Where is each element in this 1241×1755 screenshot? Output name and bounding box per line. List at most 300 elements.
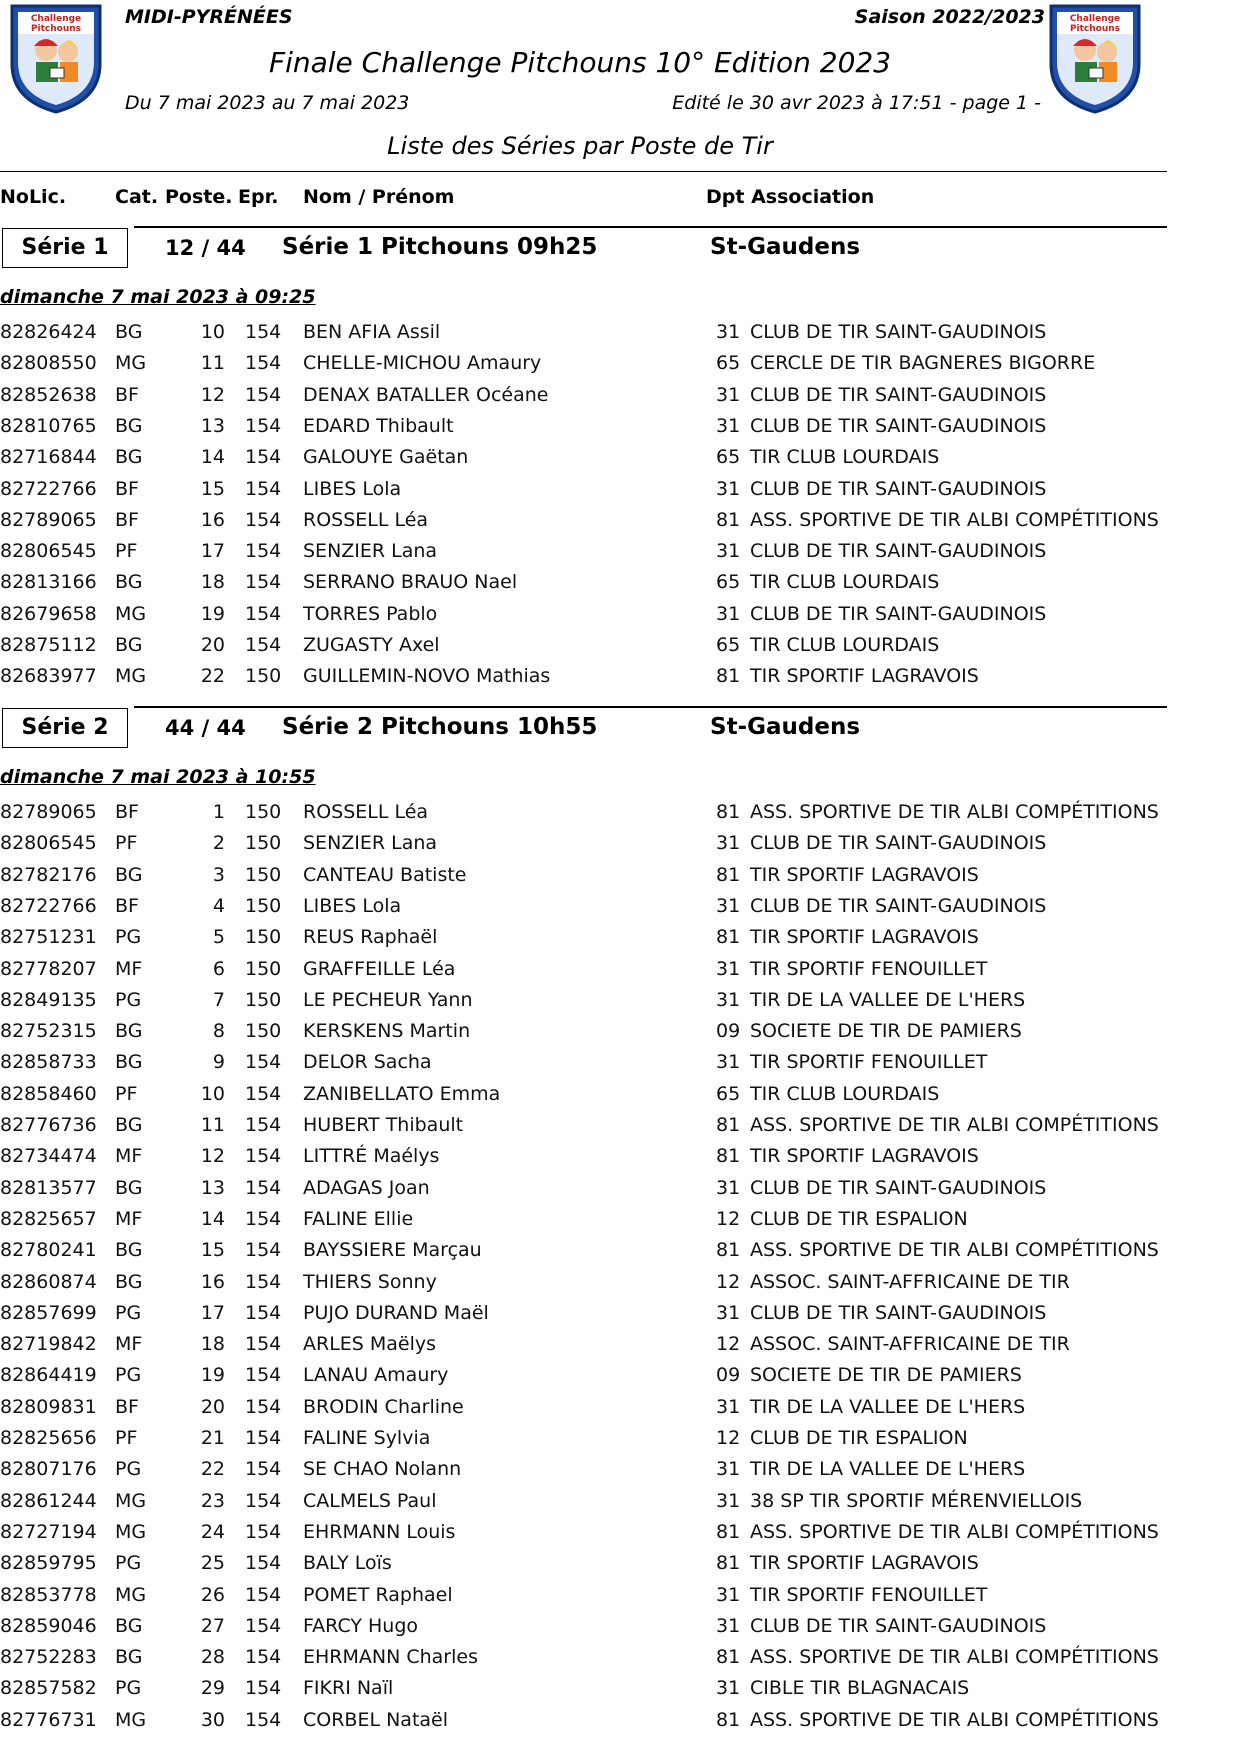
epreuve: 154 — [245, 383, 282, 406]
table-row — [0, 1143, 1167, 1173]
licence-number: 82813577 — [0, 1176, 97, 1199]
shooter-name: BALY Loïs — [303, 1552, 392, 1575]
poste: 10 — [200, 1082, 225, 1105]
epreuve: 154 — [245, 321, 282, 343]
col-header-name: Nom / Prénom — [303, 186, 455, 208]
category: BG — [115, 446, 143, 469]
departement: 65 — [716, 571, 741, 594]
epreuve: 154 — [245, 1082, 282, 1105]
svg-text:Pitchouns: Pitchouns — [1069, 24, 1121, 34]
table-row — [0, 663, 1167, 693]
shooter-name: KERSKENS Martin — [303, 1020, 471, 1043]
licence-number: 82860874 — [0, 1270, 97, 1293]
poste: 22 — [200, 1458, 225, 1481]
category: PG — [115, 1364, 142, 1387]
serie-club: St-Gaudens — [710, 234, 861, 260]
serie-count-value: 12 — [165, 236, 195, 260]
departement: 31 — [716, 1301, 741, 1324]
table-row — [0, 1018, 1167, 1048]
departement: 31 — [716, 1458, 741, 1481]
association: CLUB DE TIR SAINT-GAUDINOIS — [750, 383, 1047, 406]
licence-number: 82719842 — [0, 1333, 97, 1356]
shooter-name: FARCY Hugo — [303, 1614, 419, 1637]
association: CLUB DE TIR SAINT-GAUDINOIS — [750, 540, 1047, 563]
serie-count-value: 44 — [165, 716, 195, 740]
poste: 7 — [212, 988, 225, 1011]
shooter-name: ROSSELL Léa — [303, 801, 429, 823]
association: TIR SPORTIF LAGRAVOIS — [750, 926, 979, 949]
epreuve: 150 — [245, 894, 282, 917]
shooter-name: SENZIER Lana — [303, 832, 438, 855]
table-row — [0, 1675, 1167, 1705]
category: BG — [115, 1614, 143, 1637]
epreuve: 150 — [245, 988, 282, 1011]
table-row — [0, 799, 1167, 829]
table-row — [0, 350, 1167, 380]
departement: 81 — [716, 1145, 741, 1168]
category: MG — [115, 1489, 147, 1512]
poste: 23 — [200, 1489, 225, 1512]
table-row — [0, 319, 1167, 349]
licence-number: 82857582 — [0, 1677, 97, 1700]
departement: 65 — [716, 634, 741, 656]
document-title: Finale Challenge Pitchouns 10° Edition 2023 — [268, 46, 892, 79]
table-row — [0, 1300, 1167, 1330]
table-row — [0, 1550, 1167, 1580]
licence-number: 82776736 — [0, 1114, 97, 1136]
epreuve: 154 — [245, 1614, 282, 1637]
epreuve: 150 — [245, 957, 282, 980]
departement: 81 — [716, 1520, 741, 1543]
shooter-name: LITTRÉ Maélys — [303, 1145, 440, 1168]
category: MG — [115, 352, 147, 375]
shooter-name: ZUGASTY Axel — [303, 634, 440, 656]
category: MG — [115, 602, 147, 625]
departement: 81 — [716, 863, 741, 886]
poste: 20 — [200, 1395, 225, 1418]
epreuve: 150 — [245, 863, 282, 886]
category: BF — [115, 477, 139, 500]
association: ASS. SPORTIVE DE TIR ALBI COMPÉTITIONS — [750, 1708, 1159, 1731]
shooter-name: FALINE Ellie — [303, 1207, 414, 1230]
col-header-category: Cat. — [115, 186, 159, 208]
association: 38 SP TIR SPORTIF MÉRENVIELLOIS — [750, 1489, 1083, 1512]
licence-number: 82826424 — [0, 321, 97, 343]
epreuve: 150 — [245, 665, 282, 688]
departement: 12 — [716, 1207, 741, 1230]
epreuve: 154 — [245, 1364, 282, 1387]
departement: 31 — [716, 321, 741, 343]
epreuve: 154 — [245, 1270, 282, 1293]
shooter-name: DENAX BATALLER Océane — [303, 383, 549, 406]
licence-number: 82806545 — [0, 540, 97, 563]
association: TIR SPORTIF LAGRAVOIS — [750, 863, 979, 886]
poste: 17 — [200, 1301, 225, 1324]
poste: 3 — [212, 863, 225, 886]
shooter-name: REUS Raphaël — [303, 926, 438, 949]
association: ASSOC. SAINT-AFFRICAINE DE TIR — [750, 1270, 1070, 1293]
table-row — [0, 987, 1167, 1017]
departement: 12 — [716, 1333, 741, 1356]
serie-date: dimanche 7 mai 2023 à 10:55 — [0, 766, 316, 788]
association: TIR CLUB LOURDAIS — [750, 571, 940, 594]
epreuve: 154 — [245, 1395, 282, 1418]
table-row — [0, 382, 1167, 412]
category: MF — [115, 1333, 143, 1356]
association: ASS. SPORTIVE DE TIR ALBI COMPÉTITIONS — [750, 801, 1159, 823]
epreuve: 154 — [245, 1176, 282, 1199]
shooter-name: CANTEAU Batiste — [303, 863, 467, 886]
serie-name: Série 1 Pitchouns 09h25 — [282, 234, 598, 260]
epreuve: 154 — [245, 1333, 282, 1356]
shooter-name: BRODIN Charline — [303, 1395, 464, 1418]
poste: 30 — [200, 1708, 225, 1731]
table-row — [0, 413, 1167, 443]
date-range: Du 7 mai 2023 au 7 mai 2023 — [125, 92, 410, 114]
poste: 13 — [200, 414, 225, 437]
departement: 81 — [716, 1646, 741, 1669]
poste: 5 — [212, 926, 225, 949]
licence-number: 82734474 — [0, 1145, 97, 1168]
poste: 19 — [200, 602, 225, 625]
departement: 81 — [716, 801, 741, 823]
poste: 11 — [200, 1114, 225, 1136]
document-subtitle: Liste des Séries par Poste de Tir — [387, 132, 773, 160]
association: ASS. SPORTIVE DE TIR ALBI COMPÉTITIONS — [750, 508, 1159, 531]
epreuve: 154 — [245, 446, 282, 469]
association: TIR SPORTIF LAGRAVOIS — [750, 1145, 979, 1168]
epreuve: 154 — [245, 1520, 282, 1543]
poste: 16 — [200, 1270, 225, 1293]
serie-label: Série 2 — [2, 708, 128, 748]
licence-number: 82751231 — [0, 926, 97, 949]
table-row — [0, 1049, 1167, 1079]
shooter-name: EHRMANN Louis — [303, 1520, 456, 1543]
category: BG — [115, 1646, 143, 1669]
licence-number: 82859046 — [0, 1614, 97, 1637]
epreuve: 154 — [245, 1646, 282, 1669]
licence-number: 82813166 — [0, 571, 97, 594]
epreuve: 154 — [245, 1051, 282, 1074]
poste: 12 — [200, 1145, 225, 1168]
category: BG — [115, 1239, 143, 1262]
category: BG — [115, 321, 143, 343]
poste: 2 — [212, 832, 225, 855]
shooter-name: PUJO DURAND Maël — [303, 1301, 489, 1324]
category: BF — [115, 1395, 139, 1418]
licence-number: 82789065 — [0, 801, 97, 823]
poste: 6 — [212, 957, 225, 980]
category: MG — [115, 665, 147, 688]
table-row — [0, 1425, 1167, 1455]
epreuve: 150 — [245, 832, 282, 855]
category: MF — [115, 1145, 143, 1168]
association: TIR SPORTIF LAGRAVOIS — [750, 665, 979, 688]
table-row — [0, 1331, 1167, 1361]
departement: 31 — [716, 540, 741, 563]
poste: 19 — [200, 1364, 225, 1387]
category: BG — [115, 414, 143, 437]
table-row — [0, 1237, 1167, 1267]
association: TIR CLUB LOURDAIS — [750, 1082, 940, 1105]
category: PG — [115, 988, 142, 1011]
epreuve: 154 — [245, 1207, 282, 1230]
licence-number: 82858460 — [0, 1082, 97, 1105]
association: ASS. SPORTIVE DE TIR ALBI COMPÉTITIONS — [750, 1114, 1159, 1136]
association: TIR DE LA VALLEE DE L'HERS — [750, 1458, 1026, 1481]
season-label: Saison 2022/2023 — [854, 6, 1045, 28]
shooter-name: GALOUYE Gaëtan — [303, 446, 469, 469]
departement: 31 — [716, 1614, 741, 1637]
licence-number: 82679658 — [0, 602, 97, 625]
category: BG — [115, 1051, 143, 1074]
shooter-name: BEN AFIA Assil — [303, 321, 441, 343]
poste: 29 — [200, 1677, 225, 1700]
shooter-name: CALMELS Paul — [303, 1489, 437, 1512]
association: CERCLE DE TIR BAGNERES BIGORRE — [750, 352, 1096, 375]
table-row — [0, 1206, 1167, 1236]
shooter-name: HUBERT Thibault — [303, 1114, 464, 1136]
poste: 27 — [200, 1614, 225, 1637]
table-row — [0, 1394, 1167, 1424]
poste: 15 — [200, 477, 225, 500]
svg-text:Challenge: Challenge — [1069, 14, 1121, 24]
association: TIR CLUB LOURDAIS — [750, 446, 940, 469]
table-row — [0, 1613, 1167, 1643]
departement: 31 — [716, 832, 741, 855]
svg-text:Challenge: Challenge — [30, 14, 82, 24]
epreuve: 154 — [245, 634, 282, 656]
association: ASSOC. SAINT-AFFRICAINE DE TIR — [750, 1333, 1070, 1356]
licence-number: 82778207 — [0, 957, 97, 980]
table-row — [0, 538, 1167, 568]
departement: 65 — [716, 1082, 741, 1105]
association: CLUB DE TIR SAINT-GAUDINOIS — [750, 894, 1047, 917]
category: BG — [115, 1270, 143, 1293]
epreuve: 154 — [245, 414, 282, 437]
poste: 20 — [200, 634, 225, 656]
departement: 65 — [716, 446, 741, 469]
licence-number: 82825657 — [0, 1207, 97, 1230]
category: PF — [115, 832, 138, 855]
table-row — [0, 476, 1167, 506]
departement: 81 — [716, 665, 741, 688]
shooter-name: GRAFFEILLE Léa — [303, 957, 456, 980]
shooter-name: ARLES Maëlys — [303, 1333, 437, 1356]
shooter-name: ZANIBELLATO Emma — [303, 1082, 501, 1105]
category: PF — [115, 1427, 138, 1449]
association: CLUB DE TIR SAINT-GAUDINOIS — [750, 1176, 1047, 1199]
association: TIR CLUB LOURDAIS — [750, 634, 940, 656]
association: TIR SPORTIF FENOUILLET — [750, 1051, 988, 1074]
category: BF — [115, 508, 139, 531]
licence-number: 82825656 — [0, 1427, 97, 1449]
category: BF — [115, 894, 139, 917]
serie-count: 44 / 44 — [165, 716, 246, 740]
category: PG — [115, 1301, 142, 1324]
shooter-name: ADAGAS Joan — [303, 1176, 430, 1199]
poste: 1 — [212, 801, 225, 823]
poste: 10 — [200, 321, 225, 343]
association: ASS. SPORTIVE DE TIR ALBI COMPÉTITIONS — [750, 1520, 1159, 1543]
category: MG — [115, 1583, 147, 1606]
table-row — [0, 1362, 1167, 1392]
category: MF — [115, 957, 143, 980]
licence-number: 82875112 — [0, 634, 97, 656]
epreuve: 154 — [245, 1489, 282, 1512]
serie-count-total: 44 — [216, 716, 246, 740]
table-row — [0, 830, 1167, 860]
departement: 31 — [716, 477, 741, 500]
departement: 31 — [716, 957, 741, 980]
epreuve: 154 — [245, 508, 282, 531]
category: BG — [115, 1176, 143, 1199]
licence-number: 82809831 — [0, 1395, 97, 1418]
edited-info: Edité le 30 avr 2023 à 17:51 - page 1 - — [672, 92, 1041, 114]
departement: 31 — [716, 1583, 741, 1606]
shooter-name: SENZIER Lana — [303, 540, 438, 563]
poste: 26 — [200, 1583, 225, 1606]
association: ASS. SPORTIVE DE TIR ALBI COMPÉTITIONS — [750, 1239, 1159, 1262]
table-row — [0, 1112, 1167, 1142]
table-row — [0, 893, 1167, 923]
epreuve: 154 — [245, 1427, 282, 1449]
category: PF — [115, 1082, 138, 1105]
table-row — [0, 569, 1167, 599]
poste: 16 — [200, 508, 225, 531]
association: TIR SPORTIF FENOUILLET — [750, 1583, 988, 1606]
category: PF — [115, 540, 138, 563]
table-row — [0, 1081, 1167, 1111]
epreuve: 154 — [245, 602, 282, 625]
shooter-name: BAYSSIERE Marçau — [303, 1239, 482, 1262]
poste: 24 — [200, 1520, 225, 1543]
licence-number: 82722766 — [0, 477, 97, 500]
epreuve: 154 — [245, 352, 282, 375]
serie-count: 12 / 44 — [165, 236, 246, 260]
licence-number: 82776731 — [0, 1708, 97, 1731]
shooter-name: SERRANO BRAUO Nael — [303, 571, 518, 594]
shooter-name: LE PECHEUR Yann — [303, 988, 473, 1011]
table-row — [0, 1456, 1167, 1486]
shooter-name: LIBES Lola — [303, 477, 402, 500]
licence-number: 82789065 — [0, 508, 97, 531]
category: BF — [115, 801, 139, 823]
licence-number: 82683977 — [0, 665, 97, 688]
licence-number: 82727194 — [0, 1520, 97, 1543]
poste: 14 — [200, 1207, 225, 1230]
departement: 31 — [716, 1395, 741, 1418]
departement: 31 — [716, 1051, 741, 1074]
serie-club: St-Gaudens — [710, 714, 861, 740]
category: PG — [115, 926, 142, 949]
category: MG — [115, 1708, 147, 1731]
departement: 31 — [716, 1176, 741, 1199]
epreuve: 154 — [245, 477, 282, 500]
col-header-licence: NoLic. — [0, 186, 67, 208]
departement: 81 — [716, 1114, 741, 1136]
svg-text:Pitchouns: Pitchouns — [30, 24, 82, 34]
association: CLUB DE TIR ESPALION — [750, 1207, 968, 1230]
licence-number: 82853778 — [0, 1583, 97, 1606]
licence-number: 82861244 — [0, 1489, 97, 1512]
departement: 31 — [716, 1677, 741, 1700]
poste: 18 — [200, 1333, 225, 1356]
association: TIR DE LA VALLEE DE L'HERS — [750, 1395, 1026, 1418]
table-row — [0, 862, 1167, 892]
licence-number: 82752315 — [0, 1020, 97, 1043]
epreuve: 150 — [245, 1020, 282, 1043]
table-row — [0, 507, 1167, 537]
serie-count-total: 44 — [216, 236, 246, 260]
poste: 14 — [200, 446, 225, 469]
association: CLUB DE TIR SAINT-GAUDINOIS — [750, 477, 1047, 500]
table-row — [0, 1582, 1167, 1612]
shooter-name: LANAU Amaury — [303, 1364, 449, 1387]
association: CLUB DE TIR SAINT-GAUDINOIS — [750, 602, 1047, 625]
departement: 09 — [716, 1364, 741, 1387]
shooter-name: FALINE Sylvia — [303, 1427, 431, 1449]
epreuve: 154 — [245, 1552, 282, 1575]
licence-number: 82849135 — [0, 988, 97, 1011]
departement: 09 — [716, 1020, 741, 1043]
association: CLUB DE TIR ESPALION — [750, 1427, 968, 1449]
association: TIR SPORTIF FENOUILLET — [750, 957, 988, 980]
category: PG — [115, 1552, 142, 1575]
departement: 31 — [716, 988, 741, 1011]
departement: 31 — [716, 894, 741, 917]
association: ASS. SPORTIVE DE TIR ALBI COMPÉTITIONS — [750, 1646, 1159, 1669]
category: BG — [115, 571, 143, 594]
association: CLUB DE TIR SAINT-GAUDINOIS — [750, 414, 1047, 437]
col-header-poste: Poste. — [165, 186, 233, 208]
licence-number: 82782176 — [0, 863, 97, 886]
licence-number: 82752283 — [0, 1646, 97, 1669]
association: CLUB DE TIR SAINT-GAUDINOIS — [750, 1614, 1047, 1637]
poste: 9 — [212, 1051, 225, 1074]
col-header-association: Dpt Association — [706, 186, 875, 208]
departement: 65 — [716, 352, 741, 375]
departement: 31 — [716, 1489, 741, 1512]
licence-number: 82806545 — [0, 832, 97, 855]
licence-number: 82858733 — [0, 1051, 97, 1074]
shooter-name: CORBEL Nataël — [303, 1708, 449, 1731]
region-label: MIDI-PYRÉNÉES — [125, 6, 293, 28]
departement: 31 — [716, 414, 741, 437]
epreuve: 154 — [245, 1677, 282, 1700]
category: BG — [115, 634, 143, 656]
category: BF — [115, 383, 139, 406]
shooter-name: GUILLEMIN-NOVO Mathias — [303, 665, 551, 688]
shooter-name: DELOR Sacha — [303, 1051, 432, 1074]
departement: 81 — [716, 1239, 741, 1262]
category: PG — [115, 1458, 142, 1481]
epreuve: 150 — [245, 926, 282, 949]
licence-number: 82807176 — [0, 1458, 97, 1481]
table-row — [0, 956, 1167, 986]
table-row — [0, 632, 1167, 662]
association: SOCIETE DE TIR DE PAMIERS — [750, 1020, 1022, 1043]
departement: 81 — [716, 926, 741, 949]
epreuve: 154 — [245, 1708, 282, 1731]
epreuve: 154 — [245, 1301, 282, 1324]
licence-number: 82810765 — [0, 414, 97, 437]
licence-number: 82859795 — [0, 1552, 97, 1575]
table-row — [0, 924, 1167, 954]
poste: 21 — [200, 1427, 225, 1449]
epreuve: 154 — [245, 1145, 282, 1168]
poste: 18 — [200, 571, 225, 594]
